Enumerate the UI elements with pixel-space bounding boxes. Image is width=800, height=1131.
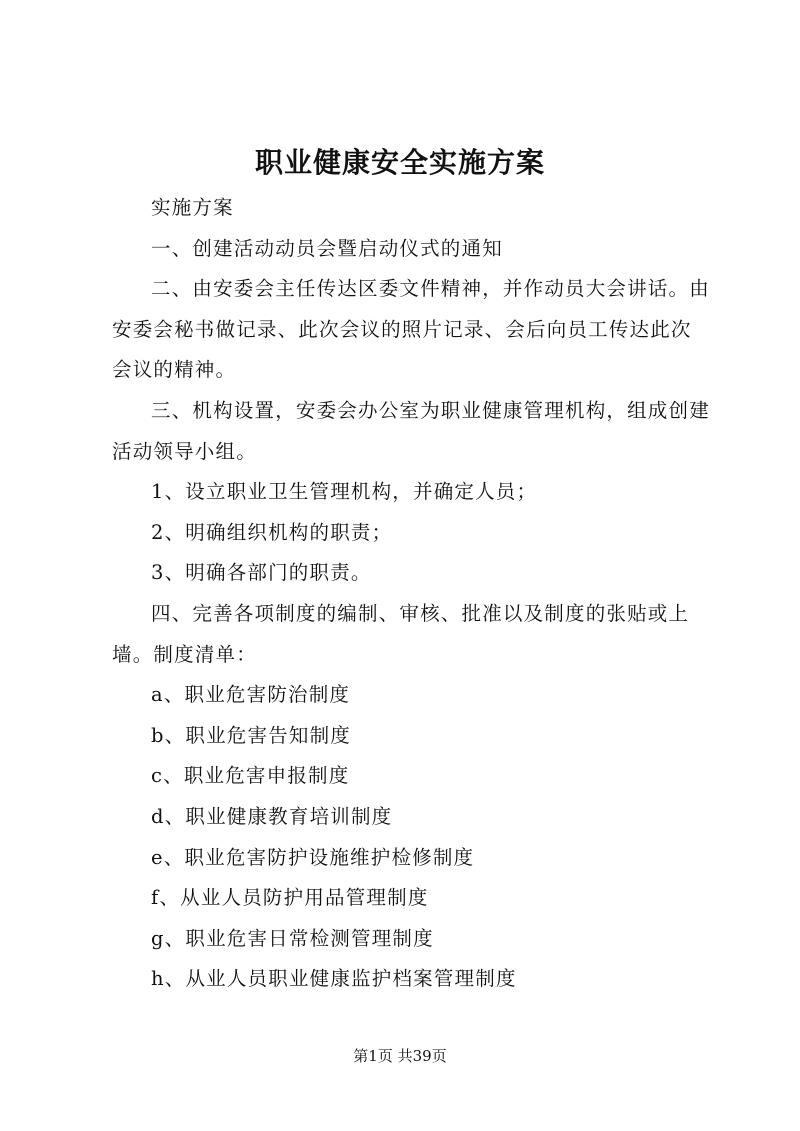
document-title: 职业健康安全实施方案 bbox=[254, 146, 545, 179]
paragraph-item-3: 三、机构设置，安委会办公室为职业健康管理机构，组成创建活动领导小组。 bbox=[112, 398, 710, 463]
paragraph-item-1: 一、创建活动动员会暨启动仪式的通知 bbox=[151, 236, 503, 260]
paragraph-subitem-2: 2、明确组织机构的职责； bbox=[151, 520, 393, 544]
paragraph-heading: 实施方案 bbox=[151, 196, 234, 219]
document-body bbox=[112, 188, 712, 1000]
system-list-item-c: c、职业危害申报制度 bbox=[151, 764, 350, 788]
system-list-item-e: e、职业危害防护设施维护检修制度 bbox=[151, 845, 475, 869]
system-list-item-d: d、职业健康教育培训制度 bbox=[151, 804, 393, 828]
system-list-item-a: a、职业危害防治制度 bbox=[151, 683, 351, 707]
system-list-item-b: b、职业危害告知制度 bbox=[151, 723, 351, 747]
system-list-item-h: h、从业人员职业健康监护档案管理制度 bbox=[151, 967, 517, 991]
paragraph-subitem-1: 1、设立职业卫生管理机构，并确定人员； bbox=[151, 480, 538, 504]
paragraph-item-4: 四、完善各项制度的编制、审核、批准以及制度的张贴或上墙。制度清单： bbox=[112, 601, 690, 666]
paragraph-item-2: 二、由安委会主任传达区委文件精神，并作动员大会讲话。由安委会秘书做记录、此次会议的照片记录、会后向员工传达此次会议的精神。 bbox=[112, 277, 710, 382]
page-number-footer: 第1页 共39页 bbox=[353, 1047, 447, 1065]
system-list-item-g: g、职业危害日常检测管理制度 bbox=[151, 926, 434, 950]
system-list-item-f: f、从业人员防护用品管理制度 bbox=[151, 886, 429, 910]
paragraph-subitem-3: 3、明确各部门的职责。 bbox=[151, 561, 372, 585]
